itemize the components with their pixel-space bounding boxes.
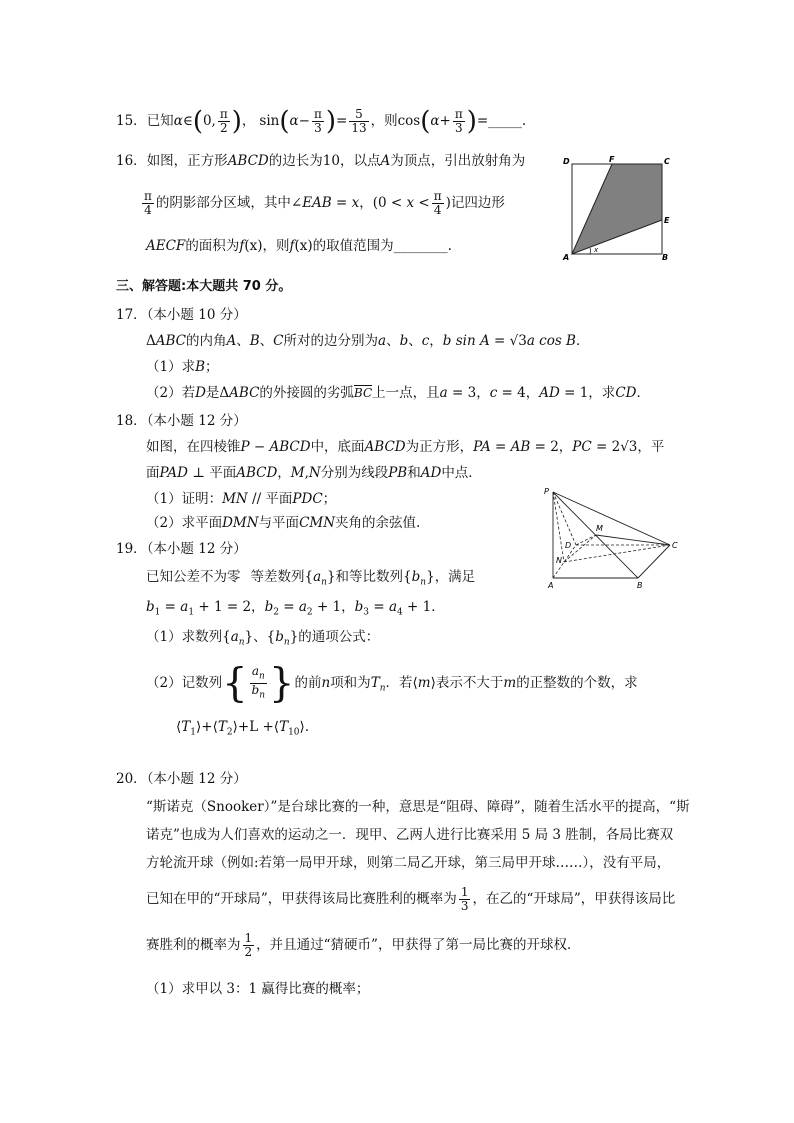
q18-stem-2: 面PAD ⊥ 平面ABCD，M,N分别为线段PB和AD中点． (146, 465, 482, 481)
one-half-fraction: $\frac{1}{2}$ (244, 931, 253, 959)
q17-number: 17． (116, 307, 147, 323)
q19-sum-expression: $⟨T_1⟩+⟨T_2⟩+L$ $+⟨T_{10}⟩$． (176, 719, 319, 738)
edge-DM (576, 535, 596, 545)
q20-part-1: （1）求甲以 3：1 赢得比赛的概率； (146, 981, 370, 997)
q16-line-3: AECF的面积为f(x)，则f(x)的取值范围为________. (146, 238, 452, 254)
q20-header: 20．（本小题 12 分） (116, 771, 247, 787)
angle-arc (590, 248, 591, 254)
label-C: C (672, 541, 678, 550)
q20-line-1: “斯诺克（Snooker）”是台球比赛的一种，意思是“阻碍、障碍”，随着生活水平的提高，“斯 (146, 799, 690, 815)
q20-line-5: 赛胜利的概率为 $\frac{1}{2}$ ，并且通过“猜硬币”，甲获得了第一局比赛的开球权． (146, 931, 581, 959)
label-B: B (637, 581, 643, 590)
shaded-region (572, 164, 662, 254)
q15-number: 15． (116, 113, 147, 129)
label-P: P (544, 487, 549, 496)
q17-part-1: （1）求B； (146, 359, 219, 375)
answer-blank: ________ (393, 238, 448, 254)
q18-part-2: （2）求平面DMN与平面CMN夹角的余弦值. (146, 515, 421, 531)
label-F: F (609, 155, 615, 164)
edge-PN (553, 492, 564, 562)
q18-part-1: （1）证明：MN // 平面PDC； (146, 491, 337, 507)
label-D: D (565, 541, 572, 550)
q17-stem: ΔABC的内角A、B、C所对的边分别为a、b、c，b sin A = √3a cos B． (146, 333, 590, 349)
q19-header: 19．（本小题 12 分） (116, 541, 247, 557)
edge-BC (638, 545, 670, 578)
section-3-heading: 三、解答题:本大题共 70 分。 (116, 279, 292, 294)
q18-header: 18．（本小题 12 分） (116, 413, 247, 429)
edge-NC (564, 545, 670, 562)
square-figure (560, 152, 680, 262)
label-N: N (556, 556, 562, 565)
label-x: x (594, 246, 599, 254)
pi-over-2-fraction: $\frac{\pi}{2}$ (219, 107, 228, 135)
label-A: A (548, 581, 554, 590)
q17-part-2: （2）若D是ΔABC的外接圆的劣弧BC上一点，且a = 3，c = 4，AD = 1，求CD． (146, 385, 650, 401)
q16-line-1: 16．如图，正方形ABCD的边长为10，以点A为顶点，引出放射角为 (116, 153, 526, 169)
a-over-b-fraction: $\frac{a_n}{b_n}$ (251, 663, 266, 701)
label-C: C (664, 157, 670, 166)
label-B: B (662, 253, 669, 262)
pi-over-4-fraction: $\frac{\pi}{4}$ (144, 189, 152, 217)
q20-line-2: 诺克”也成为人们喜欢的运动之一．现甲、乙两人进行比赛采用 5 局 3 胜制，各局比赛双 (146, 827, 674, 843)
edge-PD (553, 492, 576, 545)
label-A: A (563, 253, 570, 262)
q17-header: 17．（本小题 10 分） (116, 307, 247, 323)
q20-number: 20． (116, 771, 147, 787)
label-D: D (563, 157, 570, 166)
pi-over-3-fraction: $\frac{\pi}{3}$ (313, 107, 322, 135)
answer-blank: _____ (488, 113, 522, 129)
label-E: E (664, 216, 670, 225)
q19-part-1: （1）求数列$\{a_n\}$、$\{b_n\}$的通项公式： (146, 629, 380, 648)
q18-number: 18． (116, 413, 147, 429)
q15-line: 15．已知α∈(0, $\frac{\pi}{2}$ )， sin(α− $\frac{\pi}{3}$ )= $\frac{5}{13}$ ，则cos(α+ $\frac{\pi}{3}$ )=_____. (116, 106, 527, 137)
q16-number: 16． (116, 153, 147, 169)
q20-line-3: 方轮流开球（例如:若第一局甲开球，则第二局乙开球，第三局甲开球……），没有平局， (146, 855, 671, 871)
q19-part-2: （2）记数列{ $\frac{a_n}{b_n}$ }的前n项和为$T_n$．若⟨m⟩表示不大于m的正整数的个数，求 (146, 660, 638, 707)
q19-stem-2: $b_1 = a_1 + 1 = 2$，$b_2 = a_2 + 1$，$b_3 = a_4 + 1$． (146, 599, 445, 618)
five-over-thirteen-fraction: $\frac{5}{13}$ (351, 107, 367, 135)
label-M: M (596, 524, 603, 533)
q19-stem-1: 已知公差不为零 等差数列$\{a_n\}$和等比数列$\{b_n\}$，满足 (146, 569, 476, 588)
q19-number: 19． (116, 541, 147, 557)
q16-line-2: $\frac{\pi}{4}$ 的阴影部分区域，其中∠EAB = x，(0 < x < $\frac{\pi}{4}$ )记四边形 (144, 189, 505, 217)
pyramid-figure (538, 482, 688, 592)
q18-stem-1: 如图，在四棱锥P − ABCD中，底面ABCD为正方形，PA = AB = 2，PC = 2√3，平 (146, 439, 665, 455)
q20-line-4: 已知在甲的“开球局”，甲获得该局比赛胜利的概率为 $\frac{1}{3}$ ，在乙的“开球局”，甲获得该局比 (146, 885, 676, 913)
one-third-fraction: $\frac{1}{3}$ (460, 885, 469, 913)
